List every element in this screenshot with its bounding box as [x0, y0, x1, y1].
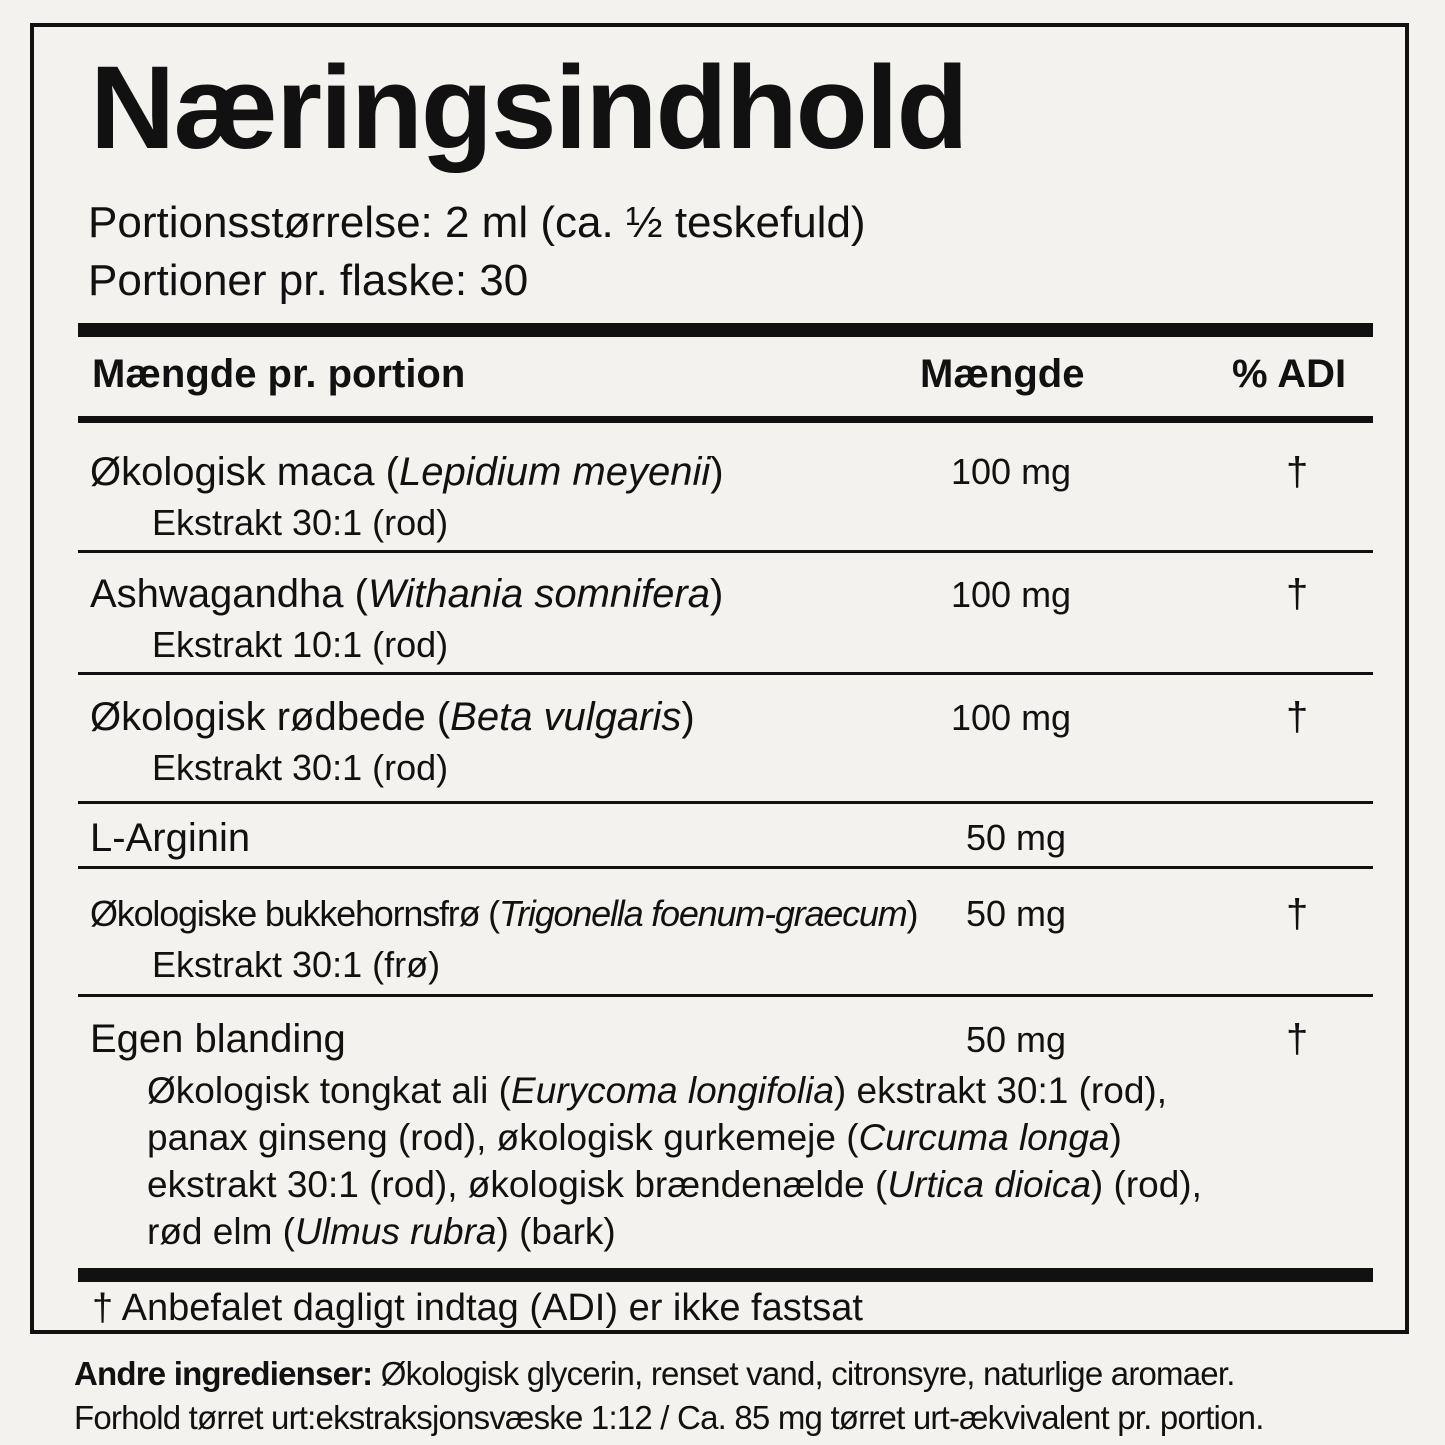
row-name-maca: Økologisk maca (Lepidium meyenii): [90, 450, 724, 494]
thick-rule-top: [78, 323, 1373, 337]
row-sub-beet: Ekstrakt 30:1 (rod): [152, 747, 449, 788]
header-adi: % ADI: [1232, 352, 1347, 396]
row-adi-blend: †: [1286, 1017, 1309, 1061]
row-divider: [78, 672, 1373, 675]
panel-title: Næringsindhold: [90, 42, 967, 174]
row-sub-ashwagandha: Ekstrakt 10:1 (rod): [152, 624, 449, 665]
row-sub-maca: Ekstrakt 30:1 (rod): [152, 502, 449, 543]
row-adi-fenugreek: †: [1286, 892, 1309, 936]
row-amount-blend: 50 mg: [966, 1019, 1067, 1060]
row-amount-beet: 100 mg: [951, 697, 1072, 738]
header-rule: [78, 416, 1373, 423]
header-amount-per-serving: Mængde pr. portion: [92, 352, 466, 396]
row-sub-fenugreek: Ekstrakt 30:1 (frø): [152, 944, 441, 985]
row-name-blend: Egen blanding: [90, 1017, 346, 1061]
row-divider: [78, 994, 1373, 997]
row-adi-ashwagandha: †: [1286, 572, 1309, 616]
row-adi-maca: †: [1286, 450, 1309, 494]
row-divider: [78, 866, 1373, 869]
herb-ratio-note: Forhold tørret urt:ekstraksjonsvæske 1:12 / Ca. 85 mg tørret urt-ækvivalent pr. portion.: [74, 1399, 1264, 1436]
row-amount-maca: 100 mg: [951, 451, 1072, 492]
row-amount-fenugreek: 50 mg: [966, 893, 1067, 934]
row-name-fenugreek: Økologiske bukkehornsfrø (Trigonella foenum-graecum): [90, 893, 918, 934]
header-amount: Mængde: [920, 352, 1085, 396]
thick-rule-bottom: [78, 1268, 1373, 1282]
row-divider: [78, 550, 1373, 553]
row-name-beet: Økologisk rødbede (Beta vulgaris): [90, 695, 695, 739]
serving-size: Portionsstørrelse: 2 ml (ca. ½ teskefuld): [88, 198, 866, 247]
other-ingredients: Andre ingredienser: Økologisk glycerin, renset vand, citronsyre, naturlige aromaer.: [74, 1355, 1235, 1392]
servings-per-bottle: Portioner pr. flaske: 30: [88, 256, 529, 305]
row-name-ashwagandha: Ashwagandha (Withania somnifera): [90, 572, 724, 616]
blend-ingredients: Økologisk tongkat ali (Eurycoma longifolia) ekstrakt 30:1 (rod), panax ginseng (rod), økologisk gurkemeje (Curcuma longa) ekstrakt 30:1 (rod), økologisk brændenælde (Urtica dioica) (rod), rød elm (Ulmus rubra) (bark): [147, 1070, 1202, 1252]
row-name-arginine: L-Arginin: [90, 816, 251, 860]
row-adi-beet: †: [1286, 695, 1309, 739]
nutrition-panel: [30, 23, 1409, 1334]
row-amount-arginine: 50 mg: [966, 817, 1067, 858]
row-amount-ashwagandha: 100 mg: [951, 574, 1072, 615]
row-divider: [78, 801, 1373, 804]
adi-footnote: † Anbefalet dagligt indtag (ADI) er ikke fastsat: [92, 1287, 863, 1329]
